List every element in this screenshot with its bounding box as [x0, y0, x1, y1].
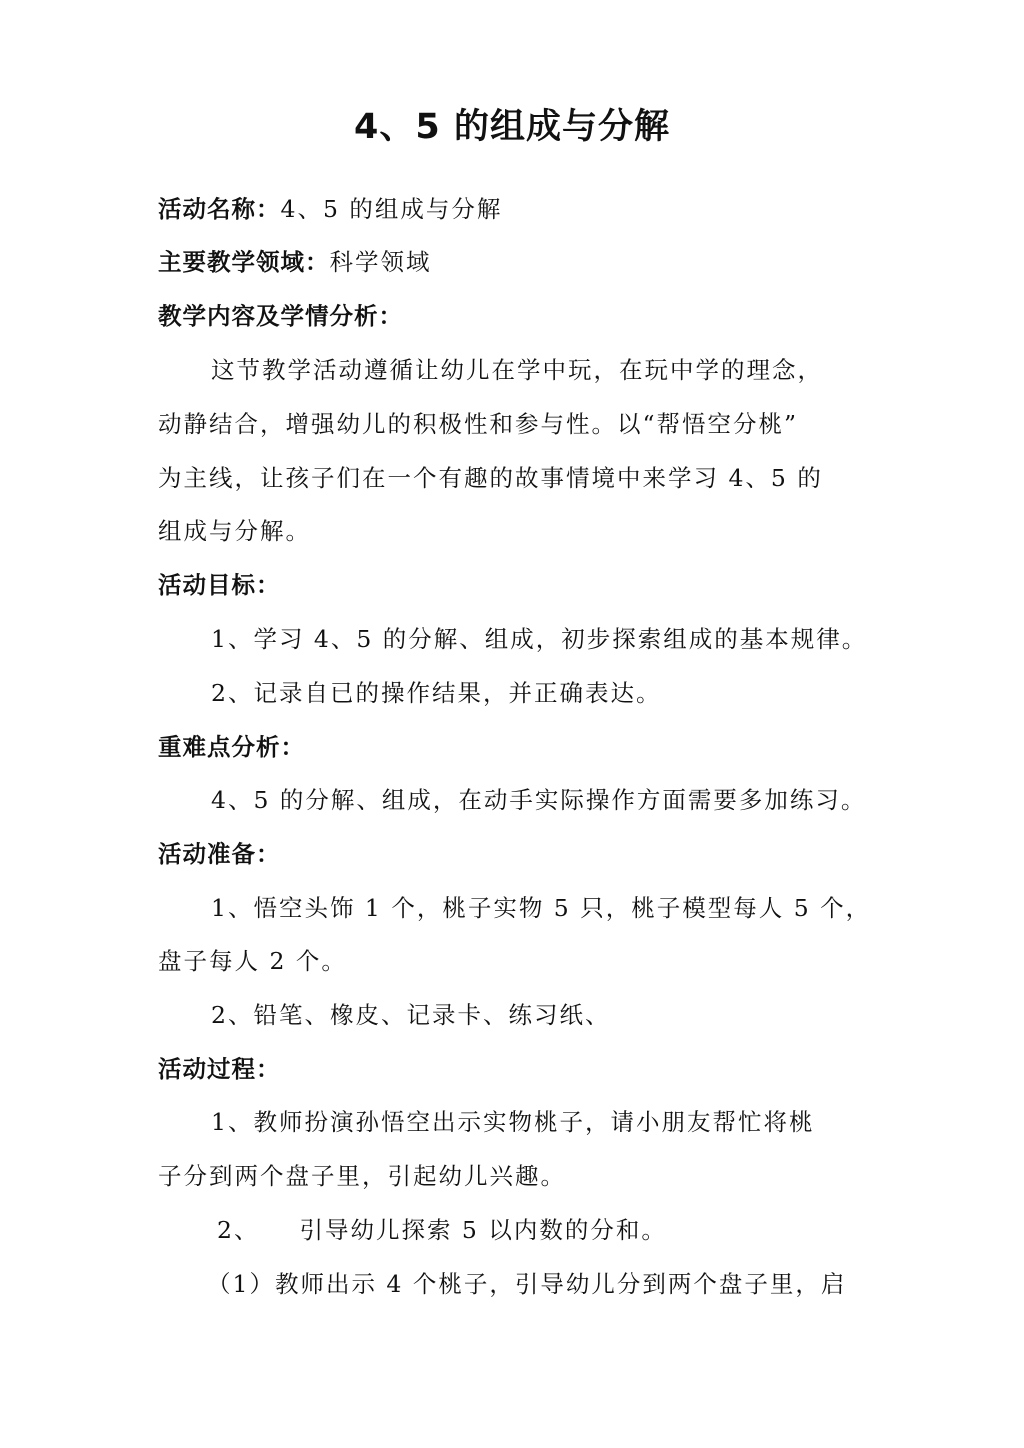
- analysis-paragraph-line: 为主线，让孩子们在一个有趣的故事情境中来学习 4、5 的: [158, 464, 823, 492]
- analysis-paragraph-line: 组成与分解。: [158, 517, 311, 545]
- analysis-paragraph-line: 动静结合，增强幼儿的积极性和参与性。以“帮悟空分桃”: [158, 410, 799, 438]
- goal-item: 2、记录自已的操作结果，并正确表达。: [211, 679, 662, 707]
- activity-name-label: 活动名称：: [158, 195, 281, 223]
- process-step-2: [217, 1212, 667, 1248]
- preparation-line: 1、悟空头饰 1 个，桃子实物 5 只，桃子模型每人 5 个，: [211, 894, 872, 922]
- process-line: 1、教师扮演孙悟空出示实物桃子，请小朋友帮忙将桃: [211, 1108, 815, 1136]
- domain-label: 主要教学领域：: [158, 248, 330, 276]
- process-heading: 活动过程：: [158, 1055, 281, 1083]
- domain-row: [158, 244, 432, 280]
- activity-name-row: [158, 191, 502, 227]
- key-points-text: 4、5 的分解、组成，在动手实际操作方面需要多加练习。: [211, 786, 867, 814]
- activity-name-value: 4、5 的组成与分解: [280, 195, 503, 223]
- process-line: 子分到两个盘子里，引起幼儿兴趣。: [158, 1162, 566, 1190]
- domain-value: 科学领域: [329, 248, 432, 276]
- preparation-heading: 活动准备：: [158, 840, 281, 868]
- process-sub-step: （1）教师出示 4 个桃子，引导幼儿分到两个盘子里，启: [207, 1270, 847, 1298]
- process-step-2-text: 引导幼儿探索 5 以内数的分和。: [299, 1216, 667, 1244]
- preparation-line: 2、铅笔、橡皮、记录卡、练习纸、: [211, 1001, 611, 1029]
- document-title: 4、5 的组成与分解: [354, 107, 670, 147]
- preparation-line: 盘子每人 2 个。: [158, 947, 347, 975]
- analysis-paragraph-line: 这节教学活动遵循让幼儿在学中玩，在玩中学的理念，: [211, 356, 823, 384]
- goal-item: 1、学习 4、5 的分解、组成，初步探索组成的基本规律。: [211, 625, 868, 653]
- goals-heading: 活动目标：: [158, 571, 281, 599]
- key-points-heading: 重难点分析：: [158, 733, 305, 761]
- process-step-2-number: 2、: [217, 1216, 260, 1244]
- analysis-heading: 教学内容及学情分析：: [158, 302, 403, 330]
